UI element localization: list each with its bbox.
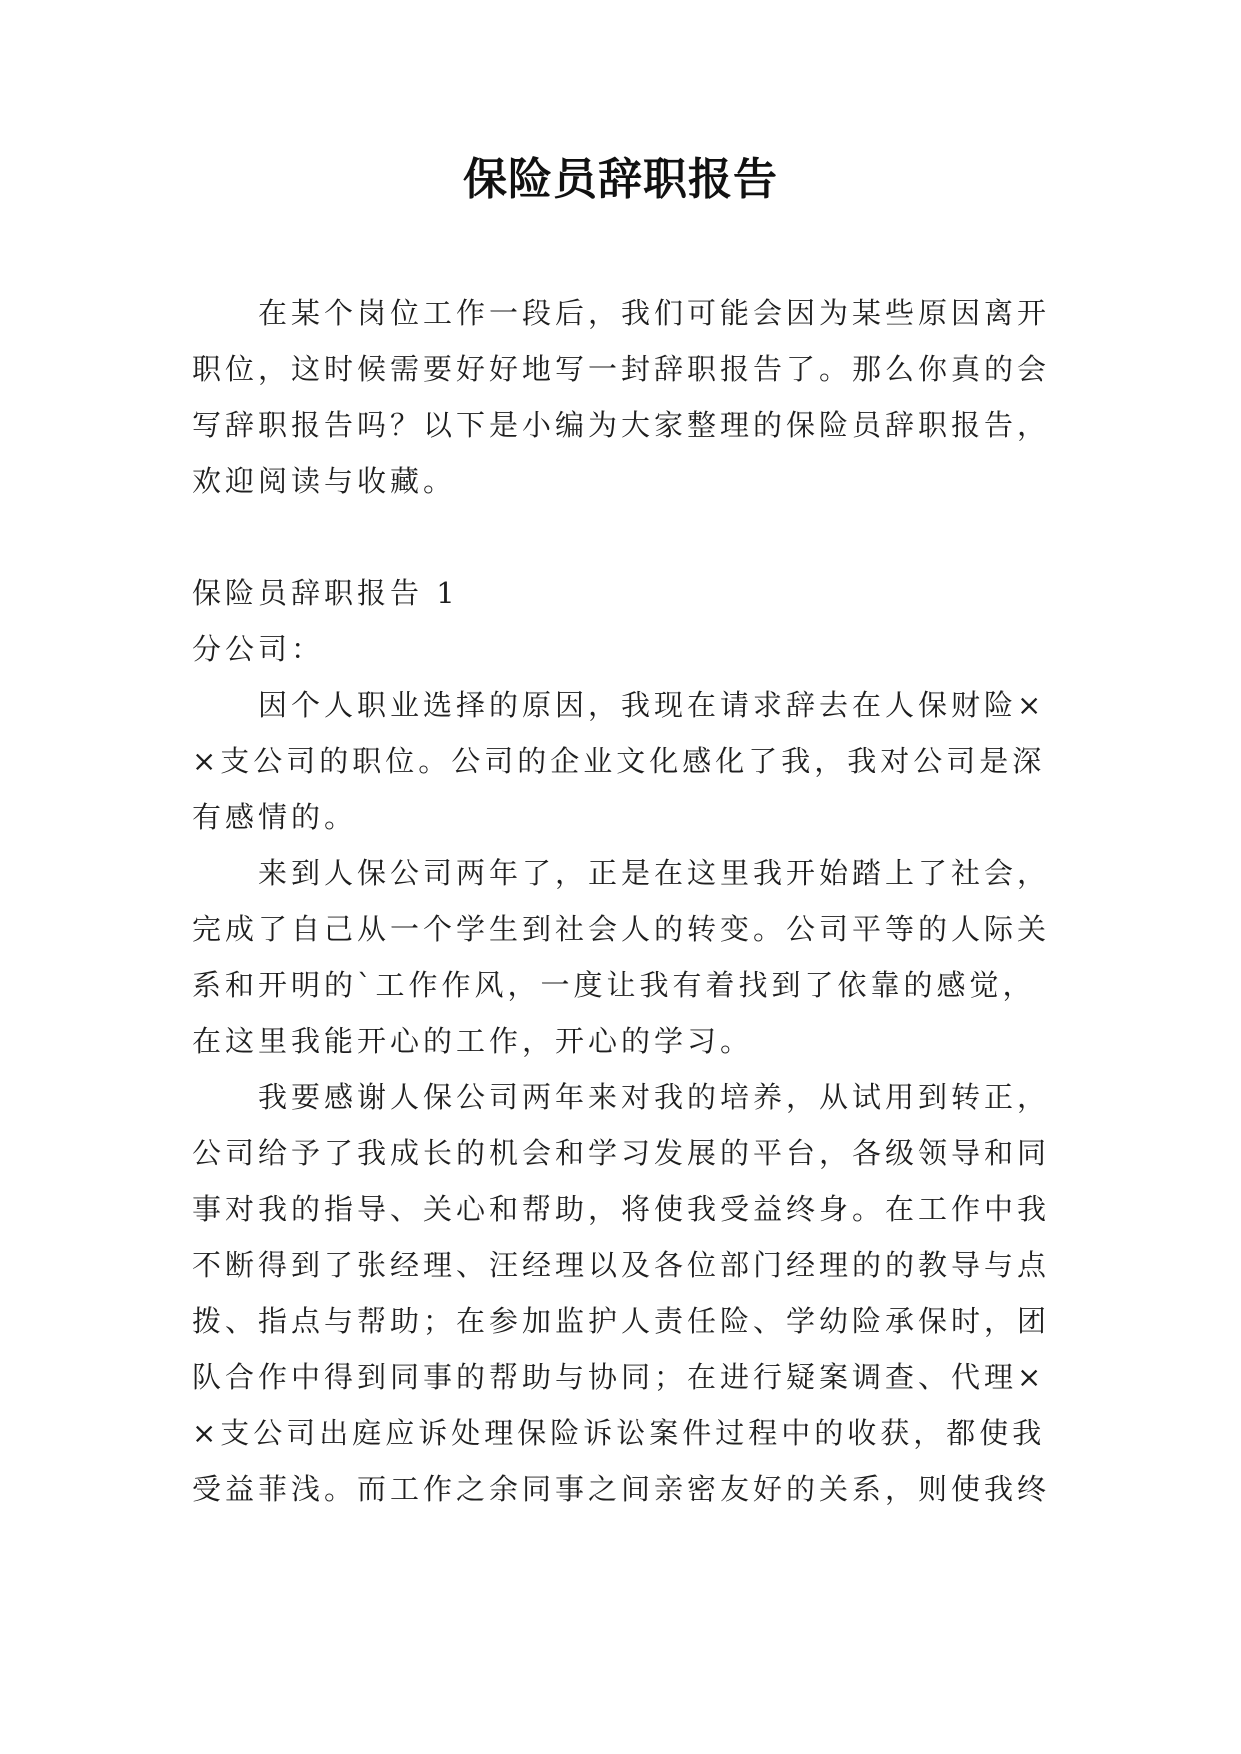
body-line: 我要感谢人保公司两年来对我的培养，从试用到转正， [258, 1080, 1051, 1114]
body-line: 公司给予了我成长的机会和学习发展的平台，各级领导和同 [192, 1136, 1051, 1170]
body-line: 不断得到了张经理、汪经理以及各位部门经理的的教导与点 [192, 1248, 1051, 1282]
body-line: 队合作中得到同事的帮助与协同；在进行疑案调查、代理× [192, 1360, 1046, 1394]
body-line: 系和开明的`工作作风，一度让我有着找到了依靠的感觉， [192, 968, 1036, 1002]
body-line: 受益菲浅。而工作之余同事之间亲密友好的关系，则使我终 [192, 1472, 1051, 1506]
intro-line: 写辞职报告吗？以下是小编为大家整理的保险员辞职报告， [192, 408, 1051, 442]
body-line: 有感情的。 [192, 800, 358, 834]
body-line: 事对我的指导、关心和帮助，将使我受益终身。在工作中我 [192, 1192, 1051, 1226]
intro-line: 在某个岗位工作一段后，我们可能会因为某些原因离开 [258, 296, 1051, 330]
body-line: 拨、指点与帮助；在参加监护人责任险、学幼险承保时，团 [192, 1304, 1051, 1338]
body-line: 在这里我能开心的工作，开心的学习。 [192, 1024, 754, 1058]
salutation: 分公司： [192, 632, 325, 666]
body-line: ×支公司出庭应诉处理保险诉讼案件过程中的收获，都使我 [192, 1416, 1046, 1450]
body-line: 完成了自己从一个学生到社会人的转变。公司平等的人际关 [192, 912, 1051, 946]
section-heading: 保险员辞职报告 1 [192, 576, 459, 610]
intro-line: 欢迎阅读与收藏。 [192, 464, 457, 498]
body-line: 因个人职业选择的原因，我现在请求辞去在人保财险× [258, 688, 1046, 722]
document-title: 保险员辞职报告 [463, 154, 778, 205]
body-line: 来到人保公司两年了，正是在这里我开始踏上了社会， [258, 856, 1051, 890]
intro-line: 职位，这时候需要好好地写一封辞职报告了。那么你真的会 [192, 352, 1051, 386]
body-line: ×支公司的职位。公司的企业文化感化了我，我对公司是深 [192, 744, 1046, 778]
